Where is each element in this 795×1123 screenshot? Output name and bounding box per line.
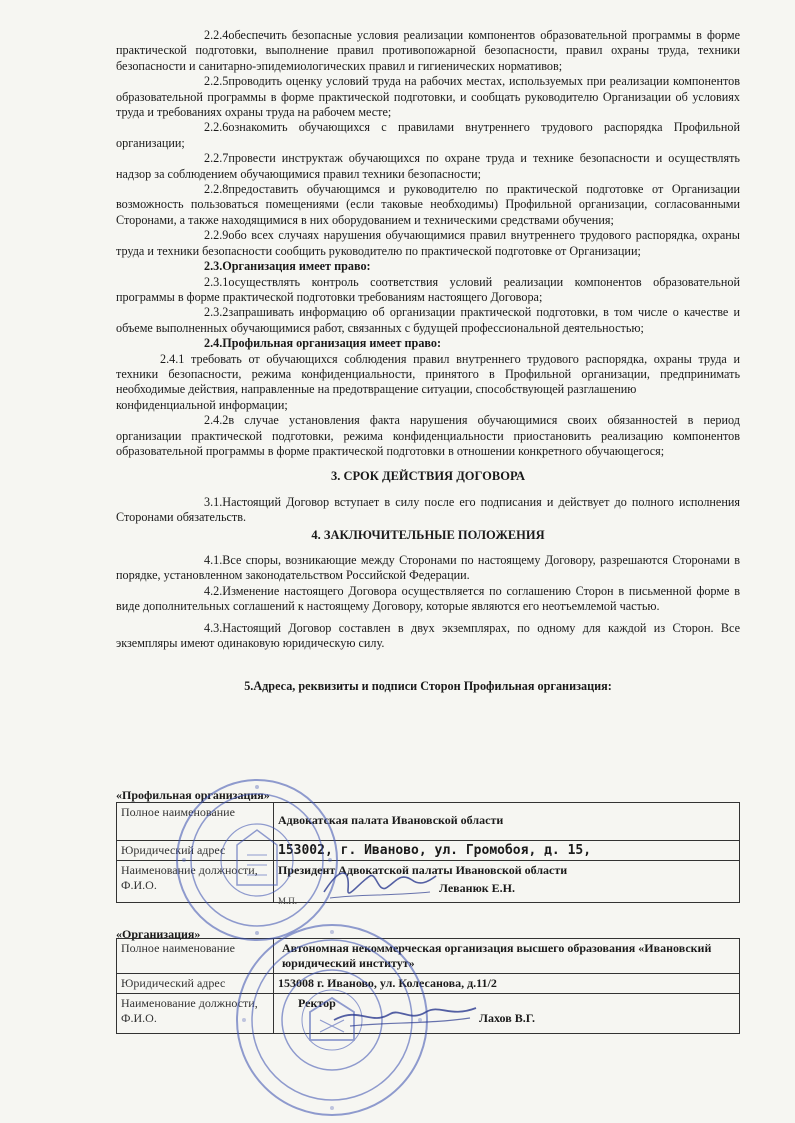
section-5-title: 5.Адреса, реквизиты и подписи Сторон Профильная организация: (244, 679, 612, 694)
position-label: Наименование должности, Ф.И.О. (117, 994, 274, 1034)
clause-4-3: 4.3.Настоящий Договор составлен в двух экземплярах, по одному для каждой из Сторон. Все экземпляры имеют одинаковую юридическую силу. (116, 620, 740, 651)
address-label: Юридический адрес (117, 974, 274, 994)
clause-2-2-8: 2.2.8предоставить обучающимся и руководителю по практической подготовке от Организации возможность пользоваться помещениями (если таковые необходимы) Профильной организации, согласованными Сторонами, а также находящимися в них оборудованием и техническими средствами обучения; (116, 182, 740, 227)
address-value: 153002, г. Иваново, ул. Громобоя, д. 15, (274, 841, 740, 861)
signer-name: Леванюк Е.Н. (438, 881, 515, 895)
clause-4-2: 4.2.Изменение настоящего Договора осуществляется по соглашению Сторон в письменной форме в виде дополнительных соглашений к настоящему Договору, которые являются его неотъемлемой частью. (116, 583, 740, 614)
position-label: Наименование должности, Ф.И.О. (117, 861, 274, 903)
table-row (117, 861, 740, 903)
clause-2-4-1: 2.4.1 требовать от обучающихся соблюдения правил внутреннего трудового распорядка, охраны труда и техники безопасности, режима конфиденциальности, принятого в Профильной организации, предпринимать необходимые действия, направленные на предотвращение ситуации, способствующей разглашению (116, 351, 740, 397)
clause-2-2-7: 2.2.7провести инструктаж обучающихся по охране труда и технике безопасности и осуществлять надзор за соблюдением обучающимися правил техники безопасности; (116, 151, 740, 181)
clause-2-3-1: 2.3.1осуществлять контроль соответствия условий реализации компонентов образовательной программы в форме практической подготовки требованиям настоящего Договора; (116, 274, 740, 304)
clause-2-4-1-tail: конфиденциальной информации; (116, 397, 288, 412)
clause-2-2-5: 2.2.5проводить оценку условий труда на рабочих местах, используемых при реализации компонентов образовательной программы в форме практической подготовки, и сообщать руководителю Организации об условиях труда и требованиях охраны труда на рабочем месте; (116, 74, 740, 120)
table-row (117, 939, 740, 974)
section-3-title: 3. СРОК ДЕЙСТВИЯ ДОГОВОРА (330, 469, 526, 484)
full-name-value: Автономная некоммерческая организация высшего образования «Ивановский юридический институт» (274, 939, 740, 974)
clause-4-1: 4.1.Все споры, возникающие между Сторонами по настоящему Договору, разрешаются Сторонами в порядке, установленном законодательством Российской Федерации. (116, 553, 740, 583)
signer-name: Лахов В.Г. (479, 1011, 535, 1025)
profile-org-table (116, 802, 740, 906)
position-cell (274, 861, 740, 906)
clause-2-2-4: 2.2.4обеспечить безопасные условия реализации компонентов образовательной программы в форме практической подготовки, выполнение правил противопожарной безопасности, правил охраны труда, техники безопасности и санитарно-эпидемиологических правил и гигиенических нормативов; (116, 28, 740, 73)
clause-2-4-2: 2.4.2в случае установления факта нарушения обучающимися своих обязанностей в период организации практической подготовки, режима конфиденциальности приостановить реализацию компонентов образовательной программы в форме практической подготовки в отношении конкретного обучающегося; (116, 413, 740, 458)
position-value: Ректор (298, 996, 336, 1010)
clause-2-2-6: 2.2.6ознакомить обучающихся с правилами внутреннего трудового распорядка Профильной организации; (116, 120, 740, 150)
clause-2-3: 2.3.Организация имеет право: (204, 259, 371, 274)
section-4-title: 4. ЗАКЛЮЧИТЕЛЬНЫЕ ПОЛОЖЕНИЯ (311, 527, 545, 542)
address-value: 153008 г. Иваново, ул. Колесанова, д.11/2 (274, 974, 740, 994)
position-cell (274, 994, 740, 1034)
table-row (117, 803, 740, 841)
full-name-value: Адвокатская палата Ивановской области (274, 803, 740, 841)
position-value: Президент Адвокатской палаты Ивановской области (278, 863, 568, 877)
full-name-label: Полное наименование (117, 939, 274, 974)
address-label: Юридический адрес (117, 841, 274, 861)
full-name-label: Полное наименование (117, 803, 274, 841)
organization-label: «Организация» (116, 927, 201, 941)
table-row (117, 974, 740, 994)
table-row (117, 994, 740, 1034)
clause-2-4: 2.4.Профильная организация имеет право: (204, 336, 442, 351)
organization-table (116, 938, 740, 1034)
clause-2-3-2: 2.3.2запрашивать информацию об организации практической подготовки, в том числе о качестве и объеме выполненных обучающимися работ, связанных с будущей профессиональной деятельностью; (116, 305, 740, 335)
mp-label: М.П. (278, 896, 298, 906)
clauses-list (116, 28, 740, 459)
clause-3-1: 3.1.Настоящий Договор вступает в силу после его подписания и действует до полного исполнения Сторонами обязательств. (116, 494, 740, 525)
table-row (117, 841, 740, 861)
profile-org-label: «Профильная организация» (116, 788, 270, 802)
contract-body (116, 28, 740, 707)
clause-2-2-9: 2.2.9обо всех случаях нарушения обучающимися правил внутреннего трудового распорядка, охраны труда и техники безопасности сообщить руководителю по практической подготовке от Организации; (116, 228, 740, 258)
